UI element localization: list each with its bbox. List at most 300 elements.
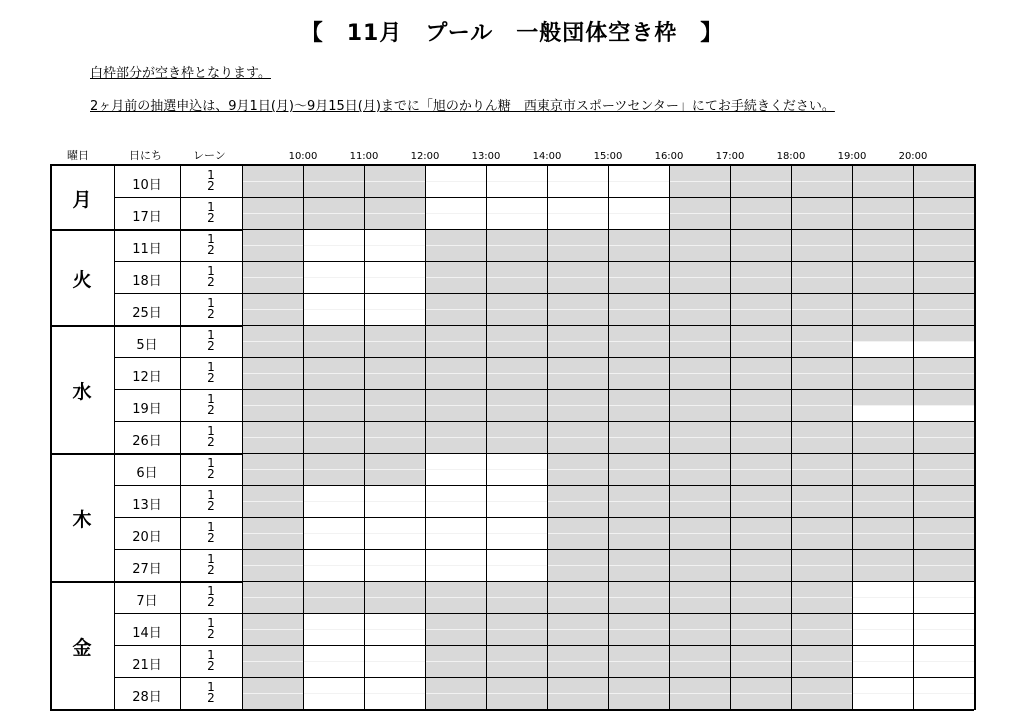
slot-booked <box>242 694 303 710</box>
slot-booked <box>242 486 303 502</box>
slot-open <box>364 694 425 710</box>
slot-booked <box>486 294 547 310</box>
lane-labels <box>180 394 242 416</box>
table-border-right <box>974 164 976 710</box>
slot-booked <box>730 294 791 310</box>
lane-labels <box>180 586 242 608</box>
slot-booked <box>303 374 364 390</box>
slot-booked <box>547 278 608 294</box>
slot-booked <box>913 246 974 262</box>
group-line <box>50 709 974 711</box>
slot-booked <box>547 550 608 566</box>
lane-label: 1 <box>207 296 215 310</box>
slot-booked <box>791 486 852 502</box>
slot-booked <box>669 374 730 390</box>
slot-booked <box>303 470 364 486</box>
slot-booked <box>425 422 486 438</box>
slot-booked <box>608 246 669 262</box>
slot-booked <box>425 294 486 310</box>
slot-booked <box>242 326 303 342</box>
slot-booked <box>791 214 852 230</box>
slot-booked <box>730 694 791 710</box>
slot-booked <box>852 278 913 294</box>
slot-open <box>913 582 974 598</box>
slot-open <box>913 662 974 678</box>
slot-open <box>852 646 913 662</box>
lane-labels <box>180 426 242 448</box>
weekday-label: 月 <box>72 189 92 211</box>
slot-booked <box>852 246 913 262</box>
slot-booked <box>242 262 303 278</box>
slot-booked <box>852 230 913 246</box>
slot-booked <box>242 598 303 614</box>
slot-booked <box>913 486 974 502</box>
slot-booked <box>242 310 303 326</box>
slot-booked <box>730 422 791 438</box>
slot-booked <box>364 406 425 422</box>
note-open-slots: 白枠部分が空き枠となります。 <box>90 66 271 81</box>
slot-booked <box>486 326 547 342</box>
lane-label: 2 <box>207 211 215 225</box>
slot-booked <box>730 198 791 214</box>
slot-booked <box>913 566 974 582</box>
slot-booked <box>364 342 425 358</box>
slot-booked <box>669 646 730 662</box>
time-label: 16:00 <box>654 151 684 162</box>
lane-label: 2 <box>207 659 215 673</box>
slot-booked <box>852 294 913 310</box>
slot-booked <box>242 438 303 454</box>
slot-open <box>608 182 669 198</box>
date-label: 5日 <box>136 338 158 353</box>
date-label: 11日 <box>132 242 162 257</box>
slot-booked <box>669 198 730 214</box>
slot-open <box>425 198 486 214</box>
slot-open <box>486 470 547 486</box>
slot-booked <box>791 550 852 566</box>
slot-open <box>364 534 425 550</box>
slot-booked <box>486 310 547 326</box>
slot-booked <box>913 550 974 566</box>
slot-open <box>486 198 547 214</box>
lane-label: 1 <box>207 168 215 182</box>
lane-label: 2 <box>207 307 215 321</box>
slot-booked <box>669 550 730 566</box>
slot-open <box>486 486 547 502</box>
slot-booked <box>913 390 974 406</box>
slot-booked <box>913 214 974 230</box>
slot-booked <box>730 582 791 598</box>
slot-booked <box>730 534 791 550</box>
slot-booked <box>730 614 791 630</box>
slot-open <box>425 214 486 230</box>
date-label: 10日 <box>132 178 162 193</box>
slot-booked <box>303 342 364 358</box>
slot-booked <box>608 406 669 422</box>
lane-label: 1 <box>207 456 215 470</box>
slot-open <box>608 214 669 230</box>
slot-booked <box>486 342 547 358</box>
slot-booked <box>730 678 791 694</box>
lane-labels <box>180 522 242 544</box>
slot-booked <box>547 422 608 438</box>
lane-label: 2 <box>207 563 215 577</box>
slot-open <box>852 614 913 630</box>
time-label: 12:00 <box>410 151 440 162</box>
slot-booked <box>791 662 852 678</box>
slot-booked <box>364 470 425 486</box>
slot-booked <box>669 390 730 406</box>
slot-booked <box>791 678 852 694</box>
slot-booked <box>852 214 913 230</box>
slot-booked <box>425 406 486 422</box>
slot-booked <box>608 582 669 598</box>
slot-booked <box>730 550 791 566</box>
slot-booked <box>730 182 791 198</box>
slot-booked <box>303 198 364 214</box>
slot-booked <box>852 182 913 198</box>
lane-label: 1 <box>207 648 215 662</box>
slot-booked <box>852 198 913 214</box>
slot-open <box>425 518 486 534</box>
lane-label: 2 <box>207 531 215 545</box>
slot-booked <box>608 358 669 374</box>
table-border-top <box>50 164 976 166</box>
slot-open <box>913 678 974 694</box>
slot-booked <box>791 246 852 262</box>
slot-booked <box>425 630 486 646</box>
lane-label: 2 <box>207 691 215 705</box>
weekday-label: 木 <box>72 509 92 531</box>
slot-booked <box>669 422 730 438</box>
lane-labels <box>180 266 242 288</box>
slot-booked <box>242 246 303 262</box>
slot-booked <box>486 662 547 678</box>
slot-booked <box>608 294 669 310</box>
slot-booked <box>547 518 608 534</box>
slot-booked <box>730 518 791 534</box>
slot-booked <box>730 230 791 246</box>
slot-booked <box>669 518 730 534</box>
slot-open <box>913 630 974 646</box>
date-label: 19日 <box>132 402 162 417</box>
slot-booked <box>669 582 730 598</box>
slot-booked <box>608 230 669 246</box>
slot-booked <box>608 262 669 278</box>
slot-booked <box>791 278 852 294</box>
slot-booked <box>242 198 303 214</box>
date-label: 21日 <box>132 658 162 673</box>
slot-booked <box>364 390 425 406</box>
slot-open <box>608 198 669 214</box>
slot-booked <box>791 406 852 422</box>
slot-booked <box>730 598 791 614</box>
slot-booked <box>669 502 730 518</box>
col-line <box>364 166 365 710</box>
slot-booked <box>425 326 486 342</box>
header-date: 日にち <box>129 149 162 162</box>
slot-booked <box>608 374 669 390</box>
lane-label: 1 <box>207 584 215 598</box>
lane-labels <box>180 170 242 192</box>
slot-booked <box>669 230 730 246</box>
slot-open <box>303 534 364 550</box>
slot-open <box>425 502 486 518</box>
slot-booked <box>547 678 608 694</box>
slot-booked <box>669 214 730 230</box>
slot-booked <box>303 454 364 470</box>
slot-booked <box>852 566 913 582</box>
slot-booked <box>486 246 547 262</box>
slot-booked <box>913 230 974 246</box>
slot-booked <box>425 678 486 694</box>
slot-booked <box>913 166 974 182</box>
slot-open <box>486 182 547 198</box>
lane-label: 1 <box>207 488 215 502</box>
slot-booked <box>852 550 913 566</box>
slot-booked <box>608 566 669 582</box>
slot-booked <box>547 694 608 710</box>
slot-booked <box>669 246 730 262</box>
slot-booked <box>913 278 974 294</box>
slot-booked <box>364 422 425 438</box>
slot-open <box>303 662 364 678</box>
slot-booked <box>730 166 791 182</box>
slot-booked <box>547 262 608 278</box>
slot-open <box>486 214 547 230</box>
time-label: 14:00 <box>532 151 562 162</box>
slot-open <box>486 502 547 518</box>
slot-open <box>303 294 364 310</box>
slot-booked <box>913 182 974 198</box>
slot-booked <box>425 278 486 294</box>
slot-booked <box>669 166 730 182</box>
slot-booked <box>913 358 974 374</box>
lane-label: 1 <box>207 616 215 630</box>
slot-open <box>425 470 486 486</box>
slot-open <box>547 166 608 182</box>
lane-label: 2 <box>207 243 215 257</box>
time-label: 18:00 <box>776 151 806 162</box>
slot-booked <box>852 326 913 342</box>
slot-booked <box>669 262 730 278</box>
slot-booked <box>913 502 974 518</box>
slot-booked <box>730 390 791 406</box>
lane-label: 2 <box>207 499 215 513</box>
lane-label: 2 <box>207 371 215 385</box>
slot-booked <box>303 326 364 342</box>
slot-booked <box>425 358 486 374</box>
lane-label: 1 <box>207 552 215 566</box>
slot-booked <box>242 422 303 438</box>
slot-booked <box>730 358 791 374</box>
slot-booked <box>486 406 547 422</box>
slot-booked <box>608 470 669 486</box>
slot-booked <box>791 502 852 518</box>
slot-booked <box>913 454 974 470</box>
slot-booked <box>669 342 730 358</box>
slot-booked <box>486 694 547 710</box>
slot-booked <box>669 406 730 422</box>
slot-booked <box>547 310 608 326</box>
slot-booked <box>791 566 852 582</box>
slot-booked <box>547 454 608 470</box>
slot-booked <box>547 486 608 502</box>
slot-open <box>364 278 425 294</box>
lane-labels <box>180 458 242 480</box>
page-title: 【 11月 プール 一般団体空き枠 】 <box>300 21 724 46</box>
time-label: 17:00 <box>715 151 745 162</box>
header-weekday: 曜日 <box>67 149 89 162</box>
slot-booked <box>608 310 669 326</box>
slot-booked <box>852 166 913 182</box>
slot-open <box>364 262 425 278</box>
slot-open <box>486 166 547 182</box>
slot-booked <box>669 614 730 630</box>
slot-booked <box>791 310 852 326</box>
slot-booked <box>242 342 303 358</box>
slot-booked <box>608 486 669 502</box>
slot-booked <box>852 486 913 502</box>
col-line <box>669 166 670 710</box>
slot-booked <box>791 182 852 198</box>
slot-booked <box>669 534 730 550</box>
slot-open <box>303 262 364 278</box>
date-label: 7日 <box>136 594 158 609</box>
col-line <box>791 166 792 710</box>
slot-booked <box>852 470 913 486</box>
lane-labels <box>180 362 242 384</box>
slot-booked <box>852 422 913 438</box>
slot-booked <box>303 390 364 406</box>
slot-booked <box>913 326 974 342</box>
slot-booked <box>669 694 730 710</box>
slot-booked <box>730 502 791 518</box>
col-line <box>114 166 115 710</box>
slot-booked <box>242 230 303 246</box>
slot-booked <box>364 438 425 454</box>
lane-labels <box>180 298 242 320</box>
slot-open <box>425 454 486 470</box>
slot-booked <box>791 342 852 358</box>
slot-booked <box>486 374 547 390</box>
slot-open <box>303 566 364 582</box>
slot-booked <box>547 646 608 662</box>
col-line <box>486 166 487 710</box>
slot-booked <box>303 598 364 614</box>
slot-booked <box>730 646 791 662</box>
slot-booked <box>730 342 791 358</box>
slot-booked <box>608 694 669 710</box>
slot-booked <box>242 534 303 550</box>
lane-label: 1 <box>207 200 215 214</box>
slot-booked <box>608 278 669 294</box>
date-label: 20日 <box>132 530 162 545</box>
slot-booked <box>425 582 486 598</box>
lane-label: 2 <box>207 339 215 353</box>
slot-booked <box>547 614 608 630</box>
slot-booked <box>303 166 364 182</box>
slot-open <box>852 678 913 694</box>
slot-booked <box>303 438 364 454</box>
slot-open <box>364 230 425 246</box>
slot-booked <box>608 614 669 630</box>
slot-booked <box>608 518 669 534</box>
slot-booked <box>608 438 669 454</box>
slot-booked <box>791 358 852 374</box>
slot-open <box>364 518 425 534</box>
slot-booked <box>242 518 303 534</box>
slot-booked <box>303 358 364 374</box>
slot-open <box>303 678 364 694</box>
slot-booked <box>547 374 608 390</box>
slot-booked <box>364 326 425 342</box>
slot-open <box>364 502 425 518</box>
lane-label: 1 <box>207 392 215 406</box>
slot-booked <box>425 310 486 326</box>
slot-booked <box>608 678 669 694</box>
slot-booked <box>242 470 303 486</box>
date-label: 17日 <box>132 210 162 225</box>
col-line <box>913 166 914 710</box>
slot-open <box>852 342 913 358</box>
slot-booked <box>791 390 852 406</box>
slot-booked <box>791 198 852 214</box>
slot-booked <box>242 550 303 566</box>
lane-label: 1 <box>207 520 215 534</box>
slot-booked <box>242 662 303 678</box>
date-label: 12日 <box>132 370 162 385</box>
slot-booked <box>242 406 303 422</box>
slot-booked <box>791 438 852 454</box>
slot-open <box>547 198 608 214</box>
slot-open <box>364 662 425 678</box>
lane-labels <box>180 650 242 672</box>
note-lottery: 2ヶ月前の抽選申込は、9月1日(月)～9月15日(月)までに「旭のかりん糖 西東京市スポーツセンター」にてお手続きください。 <box>90 99 835 114</box>
slot-booked <box>730 262 791 278</box>
slot-booked <box>303 182 364 198</box>
slot-booked <box>425 390 486 406</box>
slot-booked <box>791 646 852 662</box>
col-line <box>180 166 181 710</box>
slot-booked <box>242 582 303 598</box>
slot-open <box>425 566 486 582</box>
slot-booked <box>242 166 303 182</box>
slot-booked <box>913 310 974 326</box>
slot-booked <box>669 598 730 614</box>
slot-booked <box>791 454 852 470</box>
slot-booked <box>791 518 852 534</box>
slot-booked <box>791 294 852 310</box>
col-line <box>242 166 243 710</box>
slot-booked <box>669 678 730 694</box>
lane-label: 1 <box>207 424 215 438</box>
slot-booked <box>486 438 547 454</box>
slot-open <box>425 166 486 182</box>
slot-booked <box>791 374 852 390</box>
slot-booked <box>852 358 913 374</box>
slot-booked <box>547 470 608 486</box>
slot-booked <box>608 422 669 438</box>
slot-booked <box>547 566 608 582</box>
slot-booked <box>242 566 303 582</box>
time-label: 13:00 <box>471 151 501 162</box>
slot-booked <box>852 534 913 550</box>
slot-booked <box>242 678 303 694</box>
slot-open <box>913 646 974 662</box>
slot-open <box>486 534 547 550</box>
slot-booked <box>486 262 547 278</box>
